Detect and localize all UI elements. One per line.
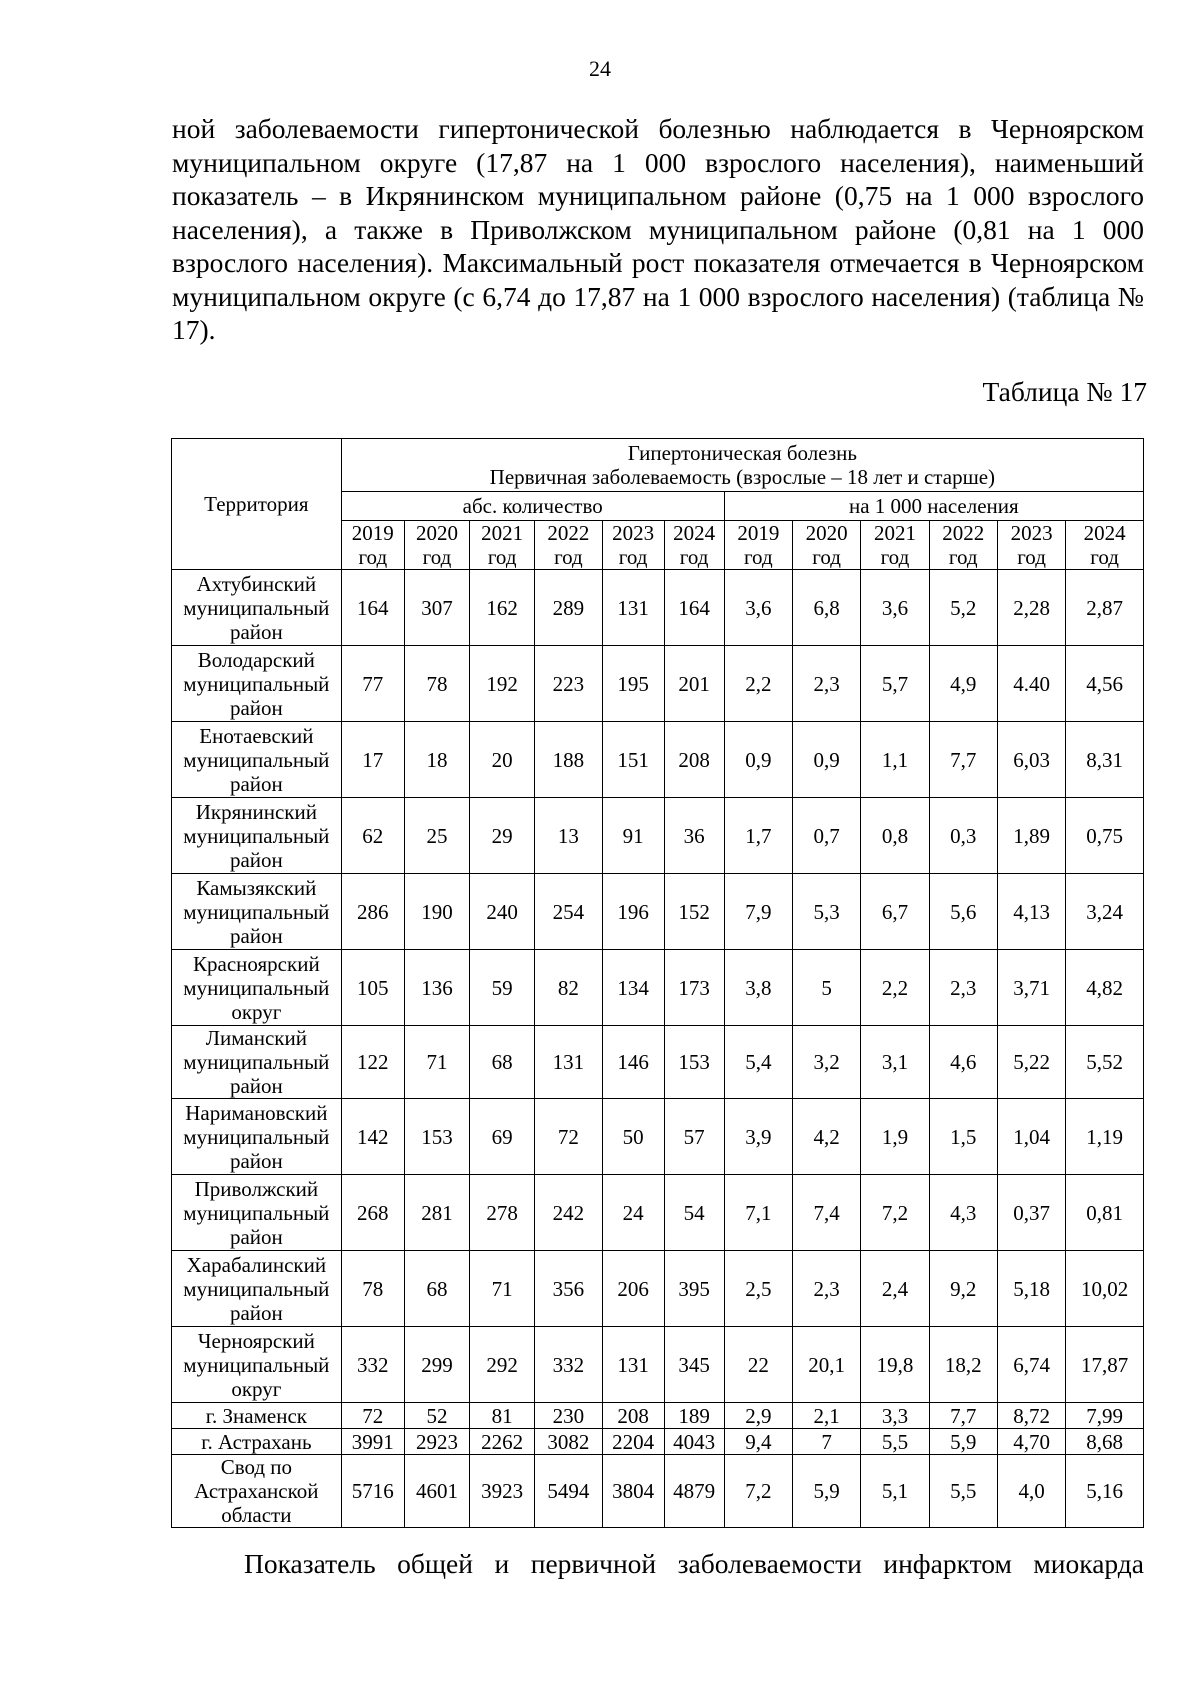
abs-value-cell: 164 xyxy=(664,570,724,646)
abs-value-cell: 2262 xyxy=(470,1429,535,1455)
abs-value-cell: 68 xyxy=(470,1026,535,1099)
per1000-value-cell: 6,03 xyxy=(997,722,1065,798)
hypertension-table xyxy=(171,438,1144,1528)
abs-value-cell: 153 xyxy=(404,1099,469,1175)
territory-cell: Красноярский муниципальный округ xyxy=(172,950,342,1026)
per1000-value-cell: 4,13 xyxy=(997,874,1065,950)
table-row xyxy=(172,646,1144,722)
per1000-value-cell: 7,2 xyxy=(861,1175,929,1251)
abs-value-cell: 4879 xyxy=(664,1455,724,1528)
per1000-value-cell: 4,6 xyxy=(929,1026,997,1099)
per1000-value-cell: 1,89 xyxy=(997,798,1065,874)
bottom-paragraph: Показатель общей и первичной заболеваемости инфарктом миокарда xyxy=(244,1548,1144,1579)
abs-value-cell: 153 xyxy=(664,1026,724,1099)
table-row xyxy=(172,1429,1144,1455)
per1000-value-cell: 1,04 xyxy=(997,1099,1065,1175)
abs-value-cell: 3082 xyxy=(535,1429,602,1455)
abs-value-cell: 29 xyxy=(470,798,535,874)
per1000-value-cell: 18,2 xyxy=(929,1327,997,1403)
abs-value-cell: 5494 xyxy=(535,1455,602,1528)
per1000-value-cell: 0,81 xyxy=(1066,1175,1144,1251)
per1000-value-cell: 4,0 xyxy=(997,1455,1065,1528)
per1000-value-cell: 19,8 xyxy=(861,1327,929,1403)
abs-value-cell: 18 xyxy=(404,722,469,798)
year-header-abs: 2021 год xyxy=(470,521,535,570)
per1000-value-cell: 5,18 xyxy=(997,1251,1065,1327)
abs-value-cell: 13 xyxy=(535,798,602,874)
table-row xyxy=(172,570,1144,646)
territory-cell: Ахтубинский муниципальный район xyxy=(172,570,342,646)
territory-cell: Икрянинский муниципальный район xyxy=(172,798,342,874)
abs-value-cell: 78 xyxy=(341,1251,404,1327)
per1000-value-cell: 4,9 xyxy=(929,646,997,722)
territory-cell: Приволжский муниципальный район xyxy=(172,1175,342,1251)
abs-value-cell: 196 xyxy=(602,874,664,950)
table-row xyxy=(172,1455,1144,1528)
abs-value-cell: 146 xyxy=(602,1026,664,1099)
per1000-value-cell: 7,7 xyxy=(929,722,997,798)
per1000-value-cell: 7,9 xyxy=(724,874,792,950)
main-header xyxy=(341,439,1143,492)
per1000-value-cell: 4,70 xyxy=(997,1429,1065,1455)
abs-value-cell: 54 xyxy=(664,1175,724,1251)
territory-cell: Черноярский муниципальный округ xyxy=(172,1327,342,1403)
year-header-per1000: 2019 год xyxy=(724,521,792,570)
table-row xyxy=(172,1099,1144,1175)
abs-value-cell: 223 xyxy=(535,646,602,722)
per1000-value-cell: 5,7 xyxy=(861,646,929,722)
abs-header: абс. количество xyxy=(341,492,724,521)
abs-value-cell: 25 xyxy=(404,798,469,874)
abs-value-cell: 52 xyxy=(404,1403,469,1429)
abs-value-cell: 131 xyxy=(602,1327,664,1403)
territory-header: Территория xyxy=(172,439,342,570)
year-header-per1000: 2022 год xyxy=(929,521,997,570)
abs-value-cell: 71 xyxy=(470,1251,535,1327)
per1000-value-cell: 22 xyxy=(724,1327,792,1403)
year-header-per1000: 2024 год xyxy=(1066,521,1144,570)
per1000-value-cell: 2,1 xyxy=(792,1403,860,1429)
per1000-value-cell: 3,3 xyxy=(861,1403,929,1429)
abs-value-cell: 81 xyxy=(470,1403,535,1429)
table-row xyxy=(172,1175,1144,1251)
abs-value-cell: 208 xyxy=(602,1403,664,1429)
abs-value-cell: 69 xyxy=(470,1099,535,1175)
per1000-value-cell: 0,3 xyxy=(929,798,997,874)
abs-value-cell: 136 xyxy=(404,950,469,1026)
abs-value-cell: 4601 xyxy=(404,1455,469,1528)
per1000-value-cell: 8,31 xyxy=(1066,722,1144,798)
abs-value-cell: 307 xyxy=(404,570,469,646)
territory-cell: Харабалинский муниципальный район xyxy=(172,1251,342,1327)
per1000-value-cell: 1,5 xyxy=(929,1099,997,1175)
per1000-value-cell: 4,56 xyxy=(1066,646,1144,722)
per1000-value-cell: 4.40 xyxy=(997,646,1065,722)
table-row xyxy=(172,1251,1144,1327)
abs-value-cell: 206 xyxy=(602,1251,664,1327)
table-row xyxy=(172,1403,1144,1429)
abs-value-cell: 151 xyxy=(602,722,664,798)
year-header-per1000: 2020 год xyxy=(792,521,860,570)
per1000-value-cell: 9,2 xyxy=(929,1251,997,1327)
table-label: Таблица № 17 xyxy=(982,376,1147,407)
abs-value-cell: 131 xyxy=(535,1026,602,1099)
per1000-value-cell: 5,4 xyxy=(724,1026,792,1099)
per1000-value-cell: 2,3 xyxy=(792,646,860,722)
table-row xyxy=(172,950,1144,1026)
per1000-value-cell: 7 xyxy=(792,1429,860,1455)
abs-value-cell: 254 xyxy=(535,874,602,950)
per1000-value-cell: 5,3 xyxy=(792,874,860,950)
per1000-value-cell: 3,1 xyxy=(861,1026,929,1099)
abs-value-cell: 105 xyxy=(341,950,404,1026)
abs-value-cell: 356 xyxy=(535,1251,602,1327)
year-header-abs: 2023 год xyxy=(602,521,664,570)
year-header-per1000: 2021 год xyxy=(861,521,929,570)
abs-value-cell: 4043 xyxy=(664,1429,724,1455)
per1000-value-cell: 4,2 xyxy=(792,1099,860,1175)
per1000-value-cell: 6,8 xyxy=(792,570,860,646)
abs-value-cell: 62 xyxy=(341,798,404,874)
abs-value-cell: 201 xyxy=(664,646,724,722)
per1000-value-cell: 2,9 xyxy=(724,1403,792,1429)
per1000-value-cell: 0,9 xyxy=(724,722,792,798)
per1000-value-cell: 2,87 xyxy=(1066,570,1144,646)
abs-value-cell: 192 xyxy=(470,646,535,722)
abs-value-cell: 5716 xyxy=(341,1455,404,1528)
abs-value-cell: 190 xyxy=(404,874,469,950)
per1000-value-cell: 1,1 xyxy=(861,722,929,798)
abs-value-cell: 24 xyxy=(602,1175,664,1251)
abs-value-cell: 2923 xyxy=(404,1429,469,1455)
abs-value-cell: 82 xyxy=(535,950,602,1026)
per1000-value-cell: 0,37 xyxy=(997,1175,1065,1251)
per1000-value-cell: 8,68 xyxy=(1066,1429,1144,1455)
abs-value-cell: 3804 xyxy=(602,1455,664,1528)
abs-value-cell: 17 xyxy=(341,722,404,798)
abs-value-cell: 286 xyxy=(341,874,404,950)
per1000-value-cell: 5,16 xyxy=(1066,1455,1144,1528)
territory-cell: Наримановский муниципальный район xyxy=(172,1099,342,1175)
per1000-value-cell: 1,19 xyxy=(1066,1099,1144,1175)
per1000-value-cell: 2,3 xyxy=(929,950,997,1026)
per1000-value-cell: 7,4 xyxy=(792,1175,860,1251)
territory-cell: Камызякский муниципальный район xyxy=(172,874,342,950)
per1000-value-cell: 5,9 xyxy=(929,1429,997,1455)
per1000-value-cell: 0,75 xyxy=(1066,798,1144,874)
abs-value-cell: 134 xyxy=(602,950,664,1026)
abs-value-cell: 189 xyxy=(664,1403,724,1429)
per1000-value-cell: 1,9 xyxy=(861,1099,929,1175)
table-row xyxy=(172,798,1144,874)
abs-value-cell: 78 xyxy=(404,646,469,722)
per1000-value-cell: 2,3 xyxy=(792,1251,860,1327)
per1000-value-cell: 3,6 xyxy=(724,570,792,646)
per1000-value-cell: 10,02 xyxy=(1066,1251,1144,1327)
per1000-value-cell: 6,74 xyxy=(997,1327,1065,1403)
abs-value-cell: 162 xyxy=(470,570,535,646)
per1000-value-cell: 7,2 xyxy=(724,1455,792,1528)
year-header-abs: 2022 год xyxy=(535,521,602,570)
per1000-value-cell: 7,1 xyxy=(724,1175,792,1251)
abs-value-cell: 72 xyxy=(341,1403,404,1429)
per1000-value-cell: 8,72 xyxy=(997,1403,1065,1429)
abs-value-cell: 59 xyxy=(470,950,535,1026)
main-header-line2: Первичная заболеваемость (взрослые – 18 лет и старше) xyxy=(489,465,996,489)
abs-value-cell: 122 xyxy=(341,1026,404,1099)
per1000-value-cell: 0,7 xyxy=(792,798,860,874)
abs-value-cell: 68 xyxy=(404,1251,469,1327)
abs-value-cell: 208 xyxy=(664,722,724,798)
abs-value-cell: 71 xyxy=(404,1026,469,1099)
per1000-value-cell: 6,7 xyxy=(861,874,929,950)
abs-value-cell: 292 xyxy=(470,1327,535,1403)
per1000-value-cell: 7,7 xyxy=(929,1403,997,1429)
territory-cell: г. Знаменск xyxy=(172,1403,342,1429)
per1000-value-cell: 0,9 xyxy=(792,722,860,798)
abs-value-cell: 77 xyxy=(341,646,404,722)
abs-value-cell: 2204 xyxy=(602,1429,664,1455)
table-row xyxy=(172,874,1144,950)
abs-value-cell: 299 xyxy=(404,1327,469,1403)
abs-value-cell: 278 xyxy=(470,1175,535,1251)
intro-paragraph: ной заболеваемости гипертонической болезнью наблюдается в Черноярском муниципальном округе (17,87 на 1 000 взрослого населения), наименьший показатель – в Икрянинском муниципальном районе (0,75 на 1 000 взрослого населения), а также в Приволжском муниципальном районе (0,81 на 1 000 взрослого населения). Максимальный рост показателя отмечается в Черноярском муниципальном округе (с 6,74 до 17,87 на 1 000 взрослого населения) (таблица № 17). xyxy=(172,113,1144,345)
abs-value-cell: 131 xyxy=(602,570,664,646)
per1000-value-cell: 20,1 xyxy=(792,1327,860,1403)
per1000-value-cell: 5,9 xyxy=(792,1455,860,1528)
per1000-value-cell: 1,7 xyxy=(724,798,792,874)
abs-value-cell: 3923 xyxy=(470,1455,535,1528)
abs-value-cell: 345 xyxy=(664,1327,724,1403)
table-row xyxy=(172,722,1144,798)
abs-value-cell: 395 xyxy=(664,1251,724,1327)
abs-value-cell: 242 xyxy=(535,1175,602,1251)
per1000-value-cell: 9,4 xyxy=(724,1429,792,1455)
abs-value-cell: 268 xyxy=(341,1175,404,1251)
abs-value-cell: 3991 xyxy=(341,1429,404,1455)
abs-value-cell: 230 xyxy=(535,1403,602,1429)
main-header-line1: Гипертоническая болезнь xyxy=(627,441,857,465)
abs-value-cell: 152 xyxy=(664,874,724,950)
abs-value-cell: 332 xyxy=(535,1327,602,1403)
territory-cell: Володарский муниципальный район xyxy=(172,646,342,722)
year-header-abs: 2019 год xyxy=(341,521,404,570)
per1000-value-cell: 5,6 xyxy=(929,874,997,950)
page-number: 24 xyxy=(589,56,611,81)
per1000-value-cell: 0,8 xyxy=(861,798,929,874)
year-header-abs: 2020 год xyxy=(404,521,469,570)
table-body xyxy=(172,570,1144,1528)
territory-cell: Енотаевский муниципальный район xyxy=(172,722,342,798)
abs-value-cell: 173 xyxy=(664,950,724,1026)
per1000-value-cell: 7,99 xyxy=(1066,1403,1144,1429)
abs-value-cell: 188 xyxy=(535,722,602,798)
per1000-value-cell: 5,22 xyxy=(997,1026,1065,1099)
abs-value-cell: 195 xyxy=(602,646,664,722)
abs-value-cell: 50 xyxy=(602,1099,664,1175)
abs-value-cell: 142 xyxy=(341,1099,404,1175)
per1000-value-cell: 3,2 xyxy=(792,1026,860,1099)
abs-value-cell: 91 xyxy=(602,798,664,874)
per1000-value-cell: 2,2 xyxy=(861,950,929,1026)
per1000-value-cell: 3,24 xyxy=(1066,874,1144,950)
abs-value-cell: 240 xyxy=(470,874,535,950)
per1000-value-cell: 2,4 xyxy=(861,1251,929,1327)
year-header-per1000: 2023 год xyxy=(997,521,1065,570)
table-row xyxy=(172,1026,1144,1099)
per1000-header: на 1 000 населения xyxy=(724,492,1143,521)
abs-value-cell: 36 xyxy=(664,798,724,874)
territory-cell: Свод по Астраханской области xyxy=(172,1455,342,1528)
per1000-value-cell: 3,9 xyxy=(724,1099,792,1175)
per1000-value-cell: 2,2 xyxy=(724,646,792,722)
abs-value-cell: 20 xyxy=(470,722,535,798)
per1000-value-cell: 4,82 xyxy=(1066,950,1144,1026)
year-header-abs: 2024 год xyxy=(664,521,724,570)
table-row xyxy=(172,1327,1144,1403)
per1000-value-cell: 17,87 xyxy=(1066,1327,1144,1403)
per1000-value-cell: 5,5 xyxy=(861,1429,929,1455)
per1000-value-cell: 5,5 xyxy=(929,1455,997,1528)
per1000-value-cell: 3,6 xyxy=(861,570,929,646)
per1000-value-cell: 5 xyxy=(792,950,860,1026)
territory-cell: Лиманский муниципальный район xyxy=(172,1026,342,1099)
abs-value-cell: 281 xyxy=(404,1175,469,1251)
per1000-value-cell: 5,2 xyxy=(929,570,997,646)
per1000-value-cell: 3,8 xyxy=(724,950,792,1026)
abs-value-cell: 72 xyxy=(535,1099,602,1175)
per1000-value-cell: 5,52 xyxy=(1066,1026,1144,1099)
abs-value-cell: 289 xyxy=(535,570,602,646)
per1000-value-cell: 4,3 xyxy=(929,1175,997,1251)
per1000-value-cell: 2,28 xyxy=(997,570,1065,646)
abs-value-cell: 164 xyxy=(341,570,404,646)
per1000-value-cell: 3,71 xyxy=(997,950,1065,1026)
per1000-value-cell: 2,5 xyxy=(724,1251,792,1327)
abs-value-cell: 332 xyxy=(341,1327,404,1403)
abs-value-cell: 57 xyxy=(664,1099,724,1175)
territory-cell: г. Астрахань xyxy=(172,1429,342,1455)
per1000-value-cell: 5,1 xyxy=(861,1455,929,1528)
